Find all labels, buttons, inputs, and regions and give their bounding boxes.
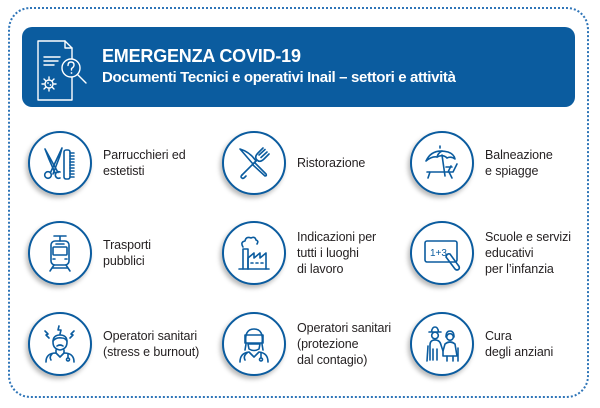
item-label (103, 130, 186, 196)
scissors-comb-icon (40, 143, 80, 183)
item-balneazione[interactable] (410, 130, 590, 196)
train-icon (40, 233, 80, 273)
label-line: (protezione (297, 337, 359, 351)
item-label (103, 220, 151, 286)
icon-circle (28, 131, 92, 195)
label-line: tutti i luoghi (297, 246, 359, 260)
icon-circle (410, 312, 474, 376)
item-label (485, 130, 553, 196)
label-line: Operatori sanitari (103, 329, 198, 343)
item-parrucchieri[interactable] (28, 130, 208, 196)
icon-circle (410, 131, 474, 195)
icon-circle (222, 131, 286, 195)
label-line: Ristorazione (297, 156, 366, 170)
knife-fork-icon (234, 143, 274, 183)
header-banner (22, 27, 575, 107)
item-trasporti[interactable] (28, 220, 208, 286)
banner-title: EMERGENZA COVID-19 (102, 46, 301, 66)
label-line: Trasporti (103, 238, 151, 252)
doctor-face-shield-icon (234, 324, 274, 364)
label-line: e spiagge (485, 164, 539, 178)
item-label (297, 220, 376, 286)
beach-umbrella-lounger-icon (422, 143, 462, 183)
banner-subtitle: Documenti Tecnici e operativi Inail – settori e attività (102, 69, 456, 86)
label-line: degli anziani (485, 345, 554, 359)
label-line: dal contagio) (297, 353, 368, 367)
label-line: Balneazione (485, 148, 553, 162)
label-line: Cura (485, 329, 512, 343)
item-scuole[interactable] (410, 220, 590, 286)
label-line: pubblici (103, 254, 145, 268)
chalkboard-icon (422, 233, 462, 273)
icon-circle (222, 221, 286, 285)
label-line: per l’infanzia (485, 262, 554, 276)
item-stress-burnout[interactable] (28, 311, 208, 377)
item-label (297, 311, 391, 377)
elderly-couple-icon (422, 324, 462, 364)
document-search-virus-icon (34, 38, 90, 102)
item-label (485, 311, 553, 377)
label-line: Scuole e servizi (485, 230, 571, 244)
icon-circle (222, 312, 286, 376)
label-line: estetisti (103, 164, 145, 178)
item-label (103, 311, 199, 377)
item-luoghi-di-lavoro[interactable] (222, 220, 402, 286)
item-ristorazione[interactable] (222, 130, 402, 196)
board-text: 1+3 (430, 248, 447, 259)
icon-circle (28, 312, 92, 376)
label-line: educativi (485, 246, 534, 260)
label-line: Parrucchieri ed (103, 148, 186, 162)
item-label (297, 130, 365, 196)
stressed-doctor-icon (40, 324, 80, 364)
factory-icon (234, 233, 274, 273)
item-protezione-contagio[interactable] (222, 311, 402, 377)
icon-circle (28, 221, 92, 285)
label-line: (stress e burnout) (103, 345, 200, 359)
label-line: Operatori sanitari (297, 321, 392, 335)
label-line: di lavoro (297, 262, 344, 276)
icon-circle (410, 221, 474, 285)
item-label (485, 220, 571, 286)
item-cura-anziani[interactable] (410, 311, 590, 377)
label-line: Indicazioni per (297, 230, 377, 244)
